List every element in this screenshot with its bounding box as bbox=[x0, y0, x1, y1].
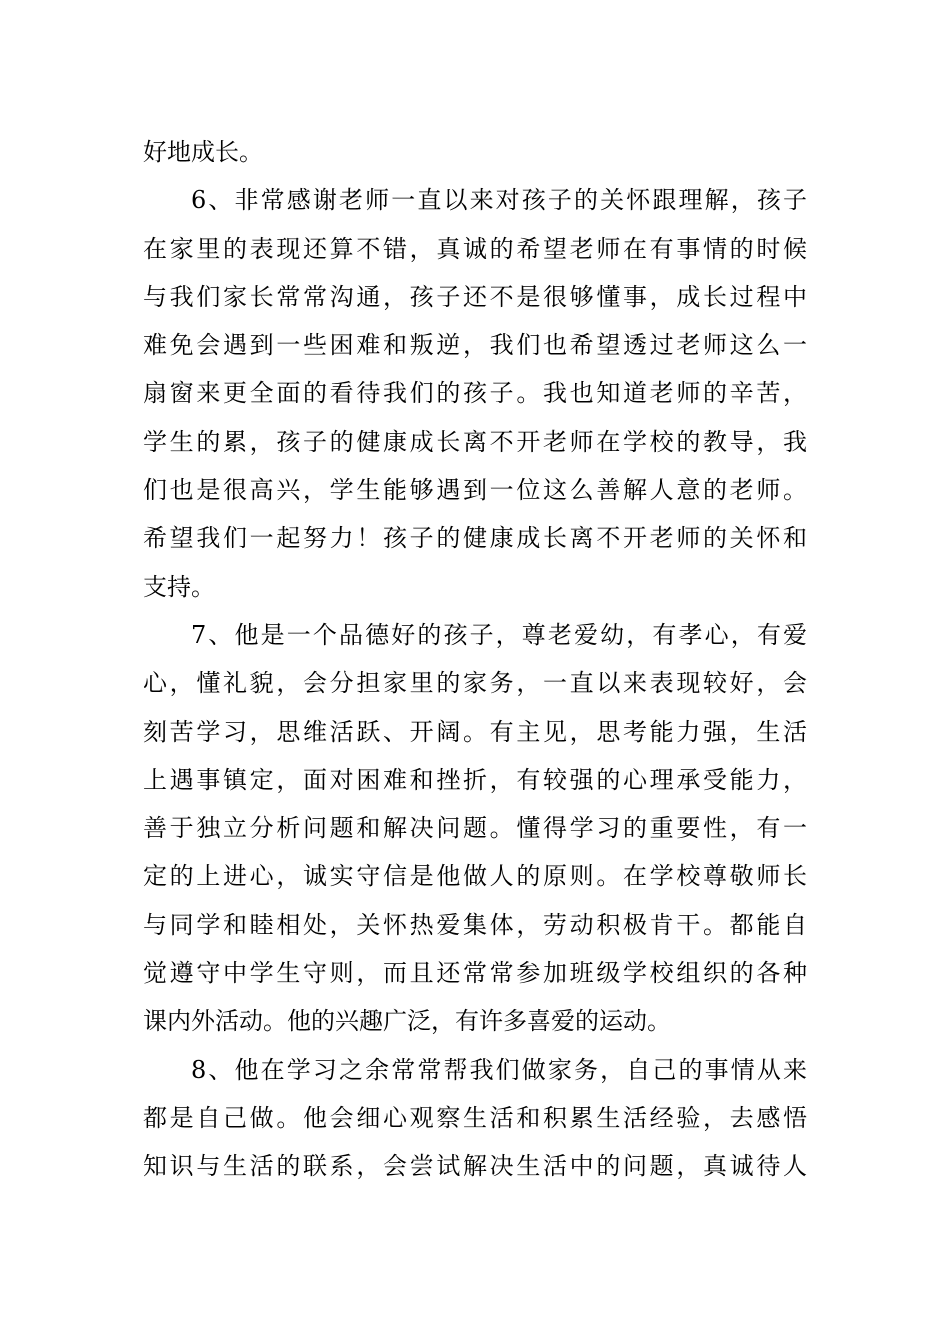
text-line: 定的上进心，诚实守信是他做人的原则。在学校尊敬师长 bbox=[143, 862, 807, 891]
text-line: 善于独立分析问题和解决问题。懂得学习的重要性，有一 bbox=[143, 814, 807, 843]
text-line: 6、非常感谢老师一直以来对孩子的关怀跟理解，孩子 bbox=[191, 186, 807, 215]
text-line: 知识与生活的联系，会尝试解决生活中的问题，真诚待人 bbox=[143, 1152, 807, 1181]
text-line: 觉遵守中学生守则，而且还常常参加班级学校组织的各种 bbox=[143, 959, 807, 988]
text-line: 们也是很高兴，学生能够遇到一位这么善解人意的老师。 bbox=[143, 476, 807, 505]
text-line: 扇窗来更全面的看待我们的孩子。我也知道老师的辛苦， bbox=[143, 379, 807, 408]
text-line: 刻苦学习，思维活跃、开阔。有主见，思考能力强，生活 bbox=[143, 717, 807, 746]
text-line: 学生的累，孩子的健康成长离不开老师在学校的教导，我 bbox=[143, 427, 807, 456]
text-line: 难免会遇到一些困难和叛逆，我们也希望透过老师这么一 bbox=[143, 331, 807, 360]
text-line: 支持。 bbox=[143, 572, 215, 601]
text-line: 与同学和睦相处，关怀热爱集体，劳动积极肯干。都能自 bbox=[143, 910, 807, 939]
text-line: 与我们家长常常沟通，孩子还不是很够懂事，成长过程中 bbox=[143, 282, 807, 311]
text-line: 7、他是一个品德好的孩子，尊老爱幼，有孝心，有爱 bbox=[191, 620, 807, 649]
text-line: 8、他在学习之余常常帮我们做家务，自己的事情从来 bbox=[191, 1055, 807, 1084]
text-line: 希望我们一起努力！孩子的健康成长离不开老师的关怀和 bbox=[143, 524, 807, 553]
text-line: 心，懂礼貌，会分担家里的家务，一直以来表现较好，会 bbox=[143, 669, 807, 698]
text-line: 都是自己做。他会细心观察生活和积累生活经验，去感悟 bbox=[143, 1103, 807, 1132]
text-line: 课内外活动。他的兴趣广泛，有许多喜爱的运动。 bbox=[143, 1007, 671, 1036]
text-line: 上遇事镇定，面对困难和挫折，有较强的心理承受能力， bbox=[143, 765, 807, 794]
body-text bbox=[143, 128, 807, 1191]
text-line: 好地成长。 bbox=[143, 138, 263, 166]
text-line: 在家里的表现还算不错，真诚的希望老师在有事情的时候 bbox=[143, 234, 807, 263]
